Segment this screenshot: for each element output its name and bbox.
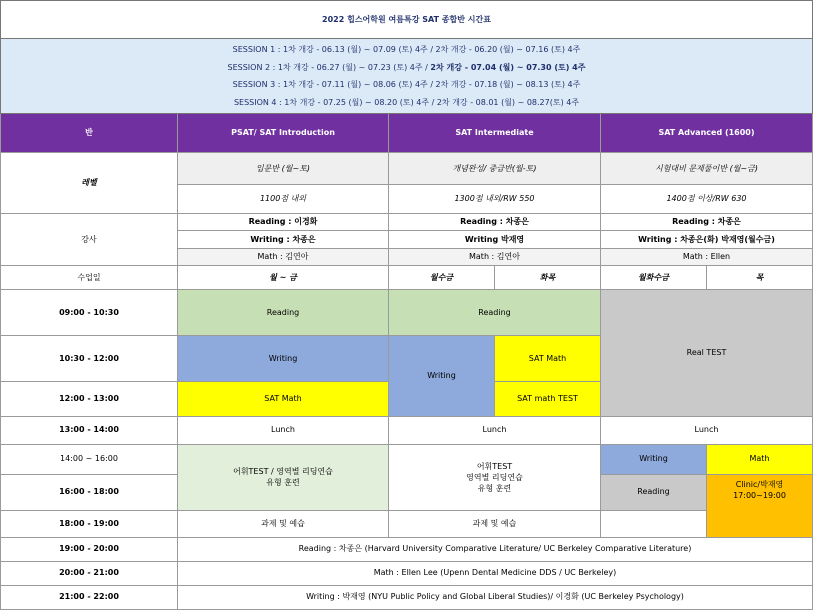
teacher-c2-reading: Reading : 차종은 <box>389 214 601 231</box>
session-4: SESSION 4 : 1차 개강 - 07.25 (월) ~ 08.20 (토) 4주 / 2차 개강 - 08.01 (월) ~ 08.27(토) 4주 <box>233 97 580 107</box>
c2-homework: 과제 및 예습 <box>389 510 601 537</box>
time-slot: 16:00 - 18:00 <box>1 474 178 510</box>
session-3: SESSION 3 : 1차 개강 - 07.11 (월) ~ 08.06 (토) 4주 / 2차 개강 - 07.18 (월) ~ 08.13 (토) 4주 <box>232 80 581 90</box>
c2-lunch: Lunch <box>389 416 601 444</box>
days-c3-thu: 목 <box>707 266 813 290</box>
c2-vocab-test: 어휘TEST 영역별 리딩연습 유형 훈련 <box>389 444 601 510</box>
time-slot: 13:00 - 14:00 <box>1 416 178 444</box>
teacher-c3-writing: Writing : 차종은(화) 박재영(월수금) <box>601 231 813 249</box>
session-1: SESSION 1 : 1차 개강 - 06.13 (월) ~ 07.09 (토) 4주 / 2차 개강 - 06.20 (월) ~ 07.16 (토) 4주 <box>232 45 581 55</box>
level-label: 레벨 <box>1 153 178 214</box>
level-c2-class: 개념완성/ 중급반(월-토) <box>389 153 601 185</box>
c3-real-test: Real TEST <box>601 290 813 416</box>
time-slot: 12:00 - 13:00 <box>1 381 178 416</box>
footer-math-teacher: Math : Ellen Lee (Upenn Dental Medicine DDS / UC Berkeley) <box>178 561 813 585</box>
c1-lunch: Lunch <box>178 416 389 444</box>
time-slot: 14:00 ~ 16:00 <box>1 444 178 474</box>
header-sat-advanced: SAT Advanced (1600) <box>601 114 813 153</box>
time-slot: 18:00 - 19:00 <box>1 510 178 537</box>
teacher-label: 강사 <box>1 214 178 266</box>
header-ban: 반 <box>1 114 178 153</box>
teacher-c3-math: Math : Ellen <box>601 249 813 266</box>
days-c2-mwf: 월수금 <box>389 266 495 290</box>
session-2: SESSION 2 : 1차 개강 - 06.27 (월) ~ 07.23 (토) 4주 / 2차 개강 - 07.04 (월) ~ 07.30 (토) 4주 <box>227 62 586 72</box>
c1-reading: Reading <box>178 290 389 336</box>
c1-homework: 과제 및 예습 <box>178 510 389 537</box>
level-c2-score: 1300점 내외/RW 550 <box>389 185 601 214</box>
time-slot: 09:00 - 10:30 <box>1 290 178 336</box>
c1-vocab-test: 어휘TEST / 영역별 리딩연습 유형 훈련 <box>178 444 389 510</box>
footer-reading-teacher: Reading : 차종은 (Harvard University Comparative Literature/ UC Berkeley Comparative Literature) <box>178 537 813 561</box>
days-label: 수업일 <box>1 266 178 290</box>
time-slot: 19:00 - 20:00 <box>1 537 178 561</box>
level-c3-score: 1400점 이상/RW 630 <box>601 185 813 214</box>
level-c1-class: 입문반 (월~토) <box>178 153 389 185</box>
level-c3-class: 시험대비 문제풀이반 (월~금) <box>601 153 813 185</box>
c2-reading: Reading <box>389 290 601 336</box>
time-slot: 10:30 - 12:00 <box>1 336 178 381</box>
c3-writing: Writing <box>601 444 707 474</box>
c1-writing: Writing <box>178 336 389 381</box>
c3-lunch: Lunch <box>601 416 813 444</box>
c3-math: Math <box>707 444 813 474</box>
c2-sat-math: SAT Math <box>495 336 601 381</box>
c1-sat-math: SAT Math <box>178 381 389 416</box>
c3-empty-cell <box>601 510 707 537</box>
c3-clinic: Clinic/박재영 17:00~19:00 <box>707 474 813 537</box>
c2-sat-math-test: SAT math TEST <box>495 381 601 416</box>
session-list <box>1 39 813 114</box>
days-c3-mtwf: 월화수금 <box>601 266 707 290</box>
time-slot: 20:00 - 21:00 <box>1 561 178 585</box>
page-title: 2022 힙스어학원 여름특강 SAT 종합반 시간표 <box>1 1 813 39</box>
days-c2-tt: 화목 <box>495 266 601 290</box>
teacher-c1-math: Math : 김연아 <box>178 249 389 266</box>
time-slot: 21:00 - 22:00 <box>1 585 178 609</box>
teacher-c1-writing: Writing : 차종은 <box>178 231 389 249</box>
c2-writing: Writing <box>389 336 495 416</box>
header-sat-intermediate: SAT Intermediate <box>389 114 601 153</box>
footer-writing-teacher: Writing : 박재영 (NYU Public Policy and Global Liberal Studies)/ 이경화 (UC Berkeley Psychology) <box>178 585 813 609</box>
days-c1: 월 ~ 금 <box>178 266 389 290</box>
header-psat-intro: PSAT/ SAT Introduction <box>178 114 389 153</box>
teacher-c2-math: Math : 김연아 <box>389 249 601 266</box>
level-c1-score: 1100점 내외 <box>178 185 389 214</box>
teacher-c1-reading: Reading : 이경화 <box>178 214 389 231</box>
c3-reading: Reading <box>601 474 707 510</box>
teacher-c3-reading: Reading : 차종은 <box>601 214 813 231</box>
teacher-c2-writing: Writing 박재영 <box>389 231 601 249</box>
